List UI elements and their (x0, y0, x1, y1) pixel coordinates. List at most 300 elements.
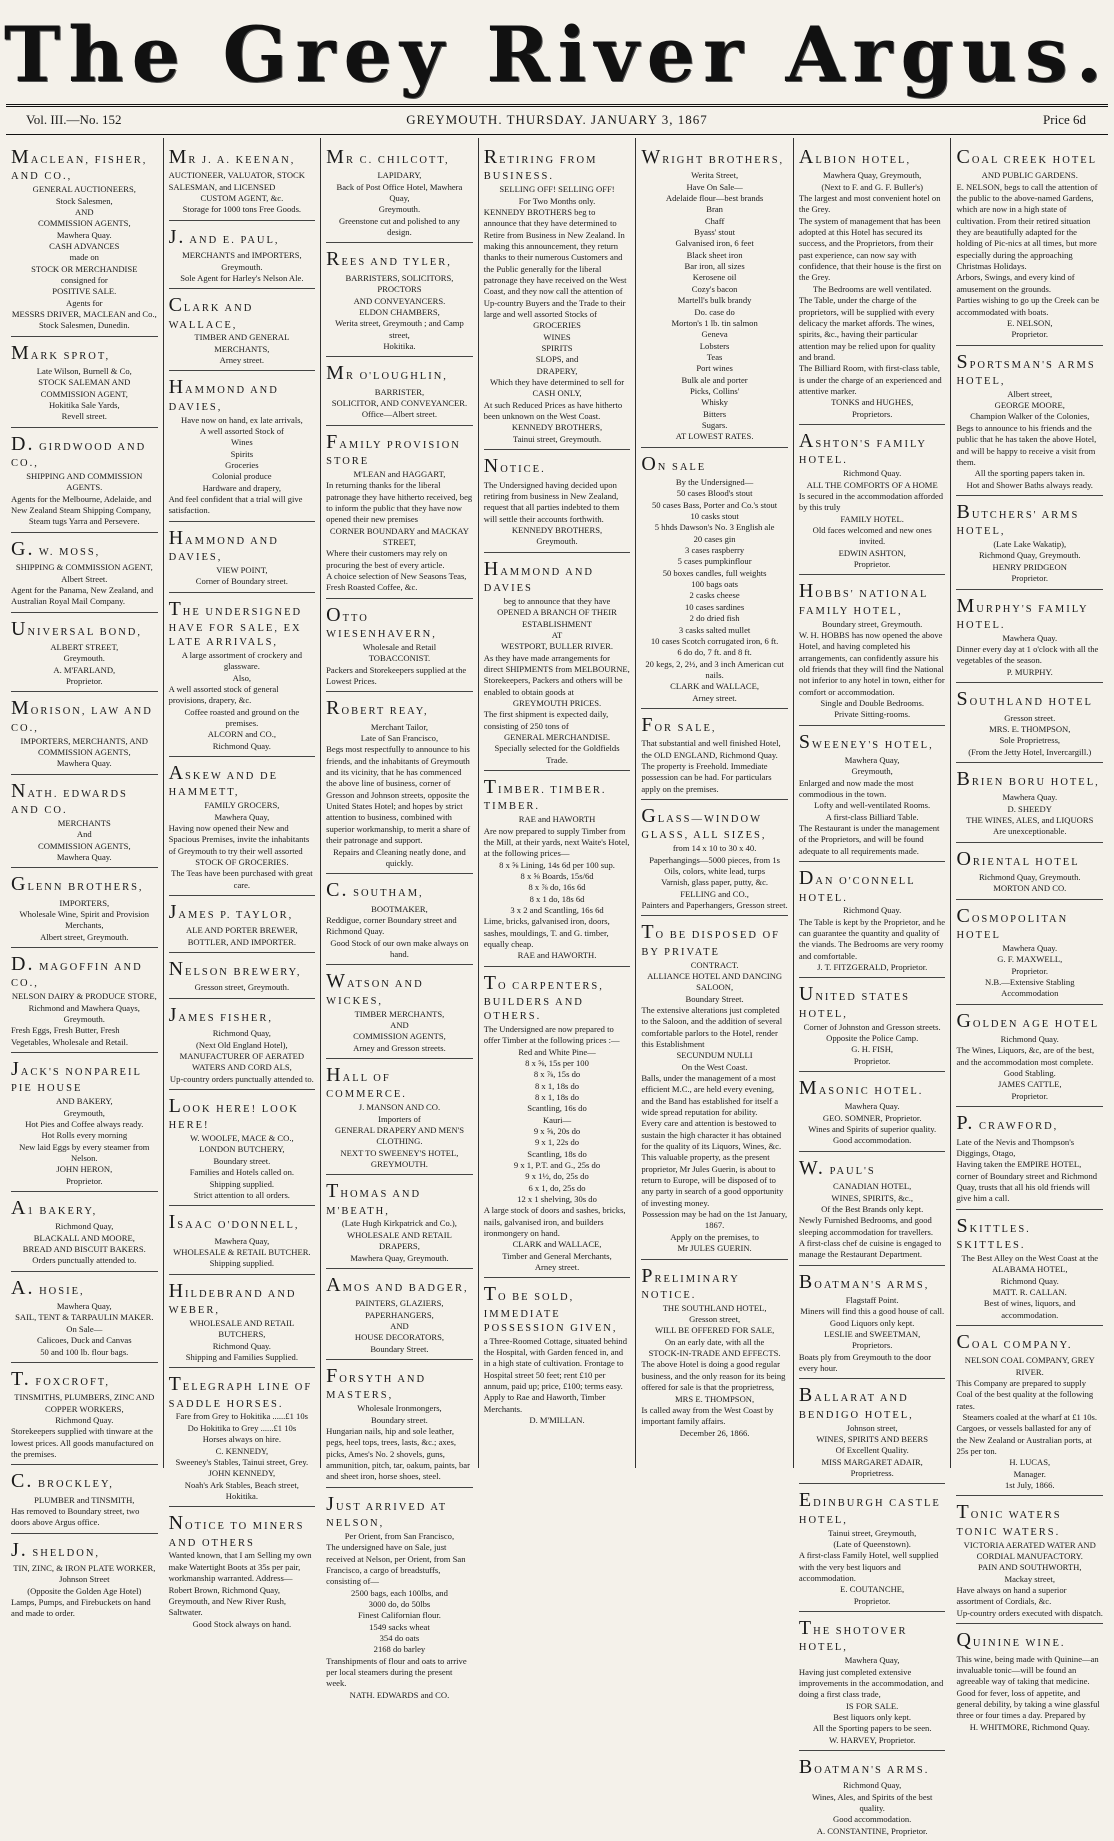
advertisement-line: 10 casks stout (690, 511, 739, 522)
advertisement-heading: BOATMAN'S ARMS, (798, 1270, 930, 1293)
advertisement-line: Arney street. (534, 1262, 580, 1273)
advertisement-line: HENRY PRIDGEON (992, 561, 1067, 572)
advertisement-line: Martell's bulk brandy (677, 295, 752, 306)
advertisement-heading: T. FOXCROFT, (11, 1367, 111, 1390)
advertisement-line: CLARK and WALLACE, (512, 1239, 602, 1250)
advertisement-line: Shipping and Families Supplied. (185, 1351, 298, 1362)
advertisement-line: Gresson street, (689, 1314, 741, 1325)
advertisement (799, 1072, 946, 1152)
advertisement-line: Shipping supplied. (209, 1258, 275, 1269)
advertisement-line: The Bedrooms are well ventilated. (812, 283, 932, 294)
advertisement-line: All the sporting papers taken in. (974, 468, 1085, 479)
advertisement (326, 1360, 473, 1488)
advertisement-line: GENERAL AUCTIONEERS, (32, 184, 136, 195)
advertisement-line: MORTON AND CO. (993, 883, 1067, 894)
advertisement-line: WHOLESALE & RETAIL BUTCHER. (173, 1246, 311, 1257)
advertisement-line: This Company are prepared to supply Coal of the best quality at the following rates. (956, 1378, 1094, 1411)
advertisement-heading: BOATMAN'S ARMS. (798, 1756, 930, 1779)
advertisement-line: On an early date, with all the (664, 1336, 765, 1347)
advertisement-heading: BUTCHERS' ARMS HOTEL, (956, 500, 1080, 538)
advertisement-line: WHOLESALE AND RETAIL DRAPERS, (347, 1229, 452, 1252)
advertisement-line: Newly Furnished Bedrooms, and good sleeping accommodation for travellers. (798, 1215, 934, 1237)
advertisement-line: Good Stock always on hand. (192, 1618, 292, 1629)
advertisement-line: ALLIANCE HOTEL AND DANCING SALOON, (647, 970, 783, 993)
advertisement-line: Steam tugs Yarra and Persevere. (28, 516, 140, 527)
advertisement-line: beg to announce that they have (503, 595, 611, 606)
advertisement-heading: AMOS AND BADGER, (326, 1273, 469, 1296)
advertisement-line: RAE and HAWORTH (518, 814, 596, 825)
advertisement-line: WINES, SPIRITS, &c., (831, 1192, 913, 1203)
advertisement (11, 1272, 158, 1363)
advertisement (169, 953, 316, 999)
advertisement-line: The Teas have been purchased with great care. (171, 868, 313, 890)
advertisement-line: The Restaurant is under the management of the Proprietors, and will be found adequate to all requirements made. (798, 823, 940, 856)
advertisement (326, 426, 473, 599)
advertisement-line: Tainui street, Greymouth, (828, 1527, 917, 1538)
advertisement (169, 371, 316, 521)
advertisement-line: 2500 bags, each 100lbs, and (350, 1587, 448, 1598)
advertisement (11, 1534, 158, 1624)
advertisement-line: Teas (706, 351, 723, 362)
advertisement-line: NATH. EDWARDS and CO. (349, 1689, 450, 1700)
issue-price: Price 6d (1043, 112, 1086, 127)
advertisement-line: Storekeepers supplied with tinware at the lowest prices. All goods manufactured on the premises. (11, 1426, 154, 1459)
advertisement-line: M'LEAN and HAGGART, (353, 468, 446, 479)
advertisement-line: The Undersigned are now prepared to offer Timber at the following prices :— (483, 1023, 620, 1046)
advertisement-line: Corner of Johnston and Gresson streets. (803, 1021, 941, 1032)
advertisement-line: Possession may be had on the 1st January, 1867. (642, 1209, 788, 1231)
advertisement-line: Mawhera Quay, Greymouth. (350, 1252, 449, 1263)
advertisement (11, 337, 158, 428)
advertisement-line: Richmond Quay, (212, 1028, 271, 1039)
advertisement-line: Good Liquors only kept. (829, 1317, 915, 1328)
advertisement-line: 3 cases raspberry (685, 545, 745, 556)
advertisement-line: Black sheet iron (686, 249, 743, 260)
advertisement-line: 8 x 1 do, 18s 6d (529, 893, 585, 904)
column-6 (793, 138, 951, 1836)
advertisement-line: 10 cases Scotch corrugated iron, 6 ft. (650, 635, 779, 646)
advertisement-line: AND (74, 206, 94, 217)
advertisement (956, 1107, 1103, 1209)
advertisement (484, 141, 631, 450)
advertisement-heading: THE SHOTOVER HOTEL, (798, 1617, 908, 1654)
column-3 (320, 138, 478, 1700)
advertisement (326, 357, 473, 425)
advertisement-line: E. NELSON, (1006, 317, 1053, 328)
advertisement-line: Hokitika. (383, 340, 416, 351)
advertisement-heading: SPORTSMAN'S ARMS HOTEL, (956, 350, 1096, 387)
advertisement-line: TIMBER MERCHANTS, (354, 1008, 445, 1019)
advertisement-line: Mawhera Quay. (1002, 943, 1058, 953)
advertisement-line: Have On Sale— (686, 181, 743, 192)
advertisement-line: In returning thanks for the liberal patronage they have hitherto received, beg to inform the public that they have now opened their new premises (326, 480, 473, 525)
advertisement (799, 1751, 946, 1841)
advertisement (11, 948, 158, 1053)
advertisement-line: MESSRS DRIVER, MACLEAN and Co., (11, 309, 157, 320)
advertisement-line: Proprietor. (853, 1595, 891, 1606)
advertisement-line: LAPIDARY, (377, 170, 422, 181)
advertisement-line: Hot Pies and Coffee always ready. (25, 1118, 144, 1129)
advertisement-line: Do. case do (694, 306, 735, 317)
advertisement-line: Boundary street. (371, 1414, 428, 1425)
advertisement-line: STOCK OR MERCHANDISE (31, 263, 138, 274)
advertisement-line: Noah's Ark Stables, Beach street, Hokitika. (184, 1479, 299, 1501)
advertisement-line: Albert street, Greymouth. (40, 931, 129, 942)
advertisement-line: H. LUCAS, (1009, 1457, 1051, 1468)
advertisement-line: Up-country orders executed with dispatch. (956, 1607, 1103, 1618)
issue-date: GREYMOUTH. THURSDAY. JANUARY 3, 1867 (406, 112, 708, 127)
advertisement-line: ALABAMA HOTEL, (992, 1264, 1068, 1275)
advertisement-line: Enlarged and now made the most commodious in the town. (798, 777, 914, 800)
advertisement-line: (Next Old England Hotel), (196, 1039, 288, 1050)
advertisement-line: Spirits (230, 448, 254, 459)
advertisement-heading: MR O'LOUGHLIN, (326, 362, 448, 385)
advertisement-line: Wines and Spirits of superior quality. (808, 1124, 937, 1135)
advertisement-line: A first-class chef de cuisine is engaged to manage the Restaurant Department. (798, 1237, 942, 1260)
advertisement-line: C. KENNEDY, (215, 1445, 269, 1456)
advertisement-line: Steamers coaled at the wharf at £1 10s. (962, 1412, 1098, 1423)
advertisement-line: Begs most respectfully to announce to his friends, and the inhabitants of Greymouth and its vicinity, that he has commenced the above line of business, corner of Gresson and Johnson streets, opposite the United States Hotel; and hopes by strict attention to business, combined with superior workmanship, to merit a share of their patronage and support. (326, 744, 471, 846)
advertisement-line: Is secured in the accommodation afforded by this truly (798, 490, 944, 513)
advertisement-line: Agents for (66, 297, 103, 308)
advertisement-line: Richmond Quay. (1000, 1034, 1059, 1045)
advertisement-line: Private Sitting-rooms. (834, 709, 911, 720)
advertisement-line: Greenstone cut and polished to any design. (338, 215, 460, 238)
advertisement-line: WESTPORT, BULLER RIVER. (501, 641, 614, 652)
advertisement-line: By the Undersigned— (675, 477, 754, 488)
dateline-rule (6, 134, 1108, 135)
advertisement (169, 1275, 316, 1369)
advertisement-line: 3 x 2 and Scantling, 16s 6d (510, 905, 604, 916)
advertisement-heading: ORIENTAL HOTEL (956, 847, 1080, 870)
advertisement-line: Scantling, 16s do (527, 1103, 587, 1114)
advertisement-line: For Two Months only. (518, 195, 596, 206)
advertisement (11, 868, 158, 948)
advertisement-line: JAMES CATTLE, (998, 1079, 1062, 1090)
advertisement-line: Hot Rolls every morning (41, 1130, 128, 1141)
advertisement-line: Sweeney's Stables, Tainui street, Grey. (175, 1456, 309, 1467)
advertisement-line: Good Stock of our own make always on hand. (330, 937, 469, 959)
advertisement (169, 593, 316, 757)
advertisement-line: Mawhera Quay. (56, 758, 112, 769)
masthead-title: The Grey River Argus. (3, 10, 1111, 99)
advertisement (956, 1496, 1103, 1624)
advertisement-line: MISS MARGARET ADAIR, (821, 1456, 923, 1467)
advertisement-line: WHOLESALE AND RETAIL BUTCHERS, (189, 1317, 295, 1340)
advertisement-line: SELLING OFF! SELLING OFF! (499, 184, 615, 195)
advertisement-line: Wines, Ales, and Spirits of the best quality. (811, 1791, 933, 1814)
advertisement-line: ALL THE COMFORTS OF A HOME (806, 479, 938, 490)
advertisement-heading: UNITED STATES HOTEL, (798, 983, 910, 1020)
advertisement-line: The undersigned have on Sale, just received at Nelson, per Orient, from San Francisco, a cargo of breadstuffs, consisting of— (326, 1542, 466, 1587)
advertisement-line: Have always on hand a superior assortment of Cordials, &c. (956, 1585, 1067, 1607)
advertisement-line: 9 x ⅝, 20s do (533, 1125, 581, 1136)
advertisement-heading: W. PAUL'S (798, 1156, 876, 1179)
advertisement-line: BARRISTERS, SOLICITORS, PROCTORS (345, 272, 454, 295)
advertisement-heading: WATSON AND WICKES, (326, 970, 424, 1007)
advertisement-heading: TIMBER. TIMBER. TIMBER. (483, 776, 607, 813)
advertisement-line: Greymouth. (378, 204, 421, 215)
advertisement-line: Old faces welcomed and new ones invited. (812, 524, 932, 547)
advertisement-line: AND (390, 1320, 409, 1331)
advertisement-line: 8 x ⅞, 15s do (533, 1069, 581, 1080)
advertisement-line: Office—Albert street. (361, 409, 438, 420)
advertisement-line: MRS. E. THOMPSON, (989, 723, 1071, 734)
advertisement-line: Best liquors only kept. (833, 1712, 912, 1723)
advertisement-line: Greymouth. (536, 536, 578, 547)
advertisement (641, 916, 788, 1259)
advertisement (956, 496, 1103, 590)
advertisement (326, 141, 473, 243)
advertisement-line: 50 cases Blood's stout (676, 488, 753, 499)
advertisement (641, 448, 788, 709)
advertisement (326, 599, 473, 693)
advertisement-line: BREAD AND BISCUIT BAKERS. (22, 1244, 146, 1255)
advertisement-line: Johnson street, (846, 1422, 898, 1433)
advertisement-line: Greymouth, (63, 1107, 105, 1118)
column-7 (950, 138, 1108, 1732)
advertisement (956, 1005, 1103, 1107)
advertisement-line: (Opposite the Golden Age Hotel) (27, 1585, 142, 1596)
advertisement-line: Kerosene oil (692, 272, 737, 283)
advertisement-line: Whisky (701, 397, 728, 408)
advertisement-line: At such Reduced Prices as have hitherto been unknown on the West Coast. (483, 399, 623, 422)
advertisement (326, 1269, 473, 1360)
advertisement-line: 8 x ⅝ Lining, 14s 6d per 100 sup. (499, 859, 615, 870)
advertisement-heading: ALBION HOTEL, (798, 146, 912, 168)
advertisement-line: A large assortment of crockery and glassware. (181, 649, 303, 672)
advertisement-line: Kauri— (542, 1114, 572, 1125)
advertisement-line: Hokitika Sale Yards, (48, 400, 120, 411)
advertisement (169, 896, 316, 953)
advertisement (799, 141, 946, 425)
advertisement-line: Have now on hand, ex late arrivals, (181, 414, 303, 425)
advertisement-line: Having just completed extensive improvements in the accommodation, and doing a first class trade, (798, 1666, 944, 1700)
advertisement-line: Lamps, Pumps, and Firebuckets on hand and made to order. (11, 1597, 151, 1619)
advertisement-line: On the West Coast. (681, 1061, 748, 1072)
advertisement (169, 221, 316, 289)
advertisement-line: Port wines (696, 363, 733, 374)
advertisement-heading: A1 BAKERY, (11, 1196, 98, 1219)
advertisement-line: JOHN HERON, (56, 1164, 113, 1175)
advertisement (799, 1266, 946, 1380)
advertisement (956, 900, 1103, 1005)
advertisement-line: 9 x 1, P.T. and G., 25s do (513, 1159, 601, 1170)
advertisement (326, 965, 473, 1059)
advertisement-line: Repairs and Cleaning neatly done, and quickly. (333, 846, 466, 868)
advertisement (641, 709, 788, 800)
advertisement-heading: GLENN BROTHERS, (11, 873, 144, 896)
advertisement-line: 50 and 100 lb. flour bags. (40, 1346, 129, 1357)
advertisement (11, 141, 158, 337)
advertisement-line: (Late Lake Wakatip), (993, 539, 1067, 550)
advertisement-line: Bar iron, all sizes (684, 261, 745, 272)
advertisement-line: A well assorted stock of general provisions, drapery, &c. (168, 683, 279, 706)
advertisement-line: This valuable property, as the present proprietor, Mr Jules Guerin, is about to return to Europe, will be disposed of to any party in search of a good opportunity of investing money. (641, 1152, 784, 1208)
advertisement-heading: MACLEAN, FISHER, AND CO., (11, 146, 148, 183)
advertisement-line: A first-class Family Hotel, well supplied with the very best liquors and accommodation. (798, 1550, 939, 1584)
advertisement-line: Wholesale and Retail (362, 641, 437, 652)
advertisement-heading: EDINBURGH CASTLE HOTEL, (798, 1489, 941, 1526)
advertisement-line: 50 cases Bass, Porter and Co.'s stout (652, 499, 778, 510)
advertisement (956, 1624, 1103, 1737)
advertisement (956, 763, 1103, 843)
advertisement-line: Dinner every day at 1 o'clock with all the vegetables of the season. (956, 644, 1099, 666)
advertisement-line: The Billiard Room, with first-class table, is under the charge of an experienced and attentive marker. (798, 363, 942, 396)
advertisement-line: The Best Alley on the West Coast at the (961, 1252, 1099, 1263)
advertisement-line: Richmond Quay. (843, 468, 902, 479)
advertisement-line: Byass' stout (694, 227, 736, 238)
advertisement-line: 1549 sacks wheat (369, 1621, 430, 1632)
advertisement-line: 10 cases sardines (685, 601, 745, 612)
advertisement-line: AT LOWEST RATES. (675, 431, 754, 442)
advertisement-line: Lofty and well-ventilated Rooms. (814, 800, 931, 811)
advertisement-line: Mawhera Quay. (56, 851, 112, 862)
advertisement-line: NELSON DAIRY & PRODUCE STORE, (11, 991, 157, 1002)
advertisement-heading: JUST ARRIVED AT NELSON, (326, 1492, 447, 1530)
advertisement-line: Proprietress. (850, 1468, 894, 1479)
advertisement-line: The Table, under the charge of the proprietors, will be supplied with every delicacy the market affords. The wines, spirits, &c., having their particular attention may be relied upon for quality and brand. (798, 295, 936, 362)
advertisement-heading: JACK'S NONPAREIL PIE HOUSE (11, 1057, 142, 1095)
advertisement-line: COMMISSION AGENTS, (353, 1031, 446, 1042)
advertisement-line: Where their customers may rely on procuring the best of every article. (326, 548, 448, 570)
advertisement-heading: PRELIMINARY NOTICE. (641, 1264, 740, 1301)
advertisement-heading: COAL COMPANY. (956, 1330, 1073, 1353)
advertisement-line: from 14 x 10 to 30 x 40. (672, 843, 757, 854)
advertisement-line: MERCHANTS (57, 817, 111, 828)
advertisement-line: Mawhera Quay, (844, 1655, 900, 1666)
advertisement-line: Oils, colors, white lead, turps (664, 865, 766, 876)
advertisement-line: SLOPS, and (535, 354, 579, 365)
advertisement-line: Hardware and drapery, (202, 482, 282, 493)
advertisement-line: TONKS and HUGHES, (831, 397, 914, 408)
column-2 (163, 138, 321, 1629)
advertisement-heading: TO BE DISPOSED OF BY PRIVATE (641, 921, 781, 958)
advertisement (956, 346, 1103, 496)
advertisement-line: Cozy's bacon (691, 283, 738, 294)
advertisement (11, 533, 158, 613)
advertisement-line: Cargoes, or vessels ballasted for any of the New Zealand or Australian ports, at 25s per ton. (956, 1423, 1092, 1457)
advertisement-line: CUSTOM AGENT, &c. (200, 193, 284, 204)
advertisement-line: 5 hhds Dawson's No. 3 English ale (654, 522, 775, 533)
advertisement-line: The first shipment is expected daily, consisting of 250 tons of (483, 709, 609, 731)
advertisement-line: IMPORTERS, MERCHANTS, AND COMMISSION AGENTS, (20, 735, 149, 757)
advertisement-line: JOHN KENNEDY, (208, 1468, 276, 1479)
advertisement-line: Mackay street, (1004, 1573, 1056, 1584)
advertisement-line: Late of the Nevis and Thompson's Diggings, Otago, (956, 1136, 1075, 1158)
advertisement-line: NELSON COAL COMPANY, GREY RIVER. (964, 1355, 1095, 1377)
advertisement-heading: MURPHY'S FAMILY HOTEL. (956, 594, 1089, 631)
advertisement-line: 9 x 1½, do, 25s do (525, 1171, 589, 1182)
advertisement-line: Stock Salesmen, Dunedin. (38, 320, 130, 331)
advertisement (956, 683, 1103, 763)
advertisement-line: Begs to announce to his friends and the public that he has taken the above Hotel, and will be happy to receive a visit from them. (956, 422, 1097, 467)
advertisement-line: The extensive alterations just completed to the Saloon, and the addition of several comfortable parlors to the Hotel, render this Establishment (641, 1004, 783, 1049)
advertisement-line: AND BAKERY, (55, 1096, 113, 1107)
advertisement-line: Sole Agent for Harley's Nelson Ale. (180, 272, 304, 283)
advertisement-line: Mr JULES GUERIN. (677, 1243, 752, 1254)
advertisement-line: Gresson street, Greymouth. (194, 982, 290, 993)
advertisement-line: Families and Hotels called on. (189, 1167, 295, 1178)
advertisement-line: Richmond Quay, (55, 1221, 114, 1232)
advertisement-line: G. H. FISH, (851, 1044, 894, 1055)
advertisement (11, 1053, 158, 1192)
advertisement-line: Hot and Shower Baths always ready. (966, 479, 1093, 490)
advertisement-line: The Table is kept by the Proprietor, and he can guarantee the quantity and quality of the viands. The Bedrooms are very roomy and comfortable. (798, 916, 946, 961)
advertisement-line: 50 boxes candles, full weights (662, 567, 767, 578)
advertisement-line: Wholesale Wine, Spirit and Provision Merchants, (19, 908, 150, 931)
advertisement-line: D. SHEEDY (1007, 803, 1052, 814)
advertisement-heading: TELEGRAPH LINE OF SADDLE HORSES. (168, 1373, 313, 1410)
advertisement-line: Boundary street. (213, 1155, 271, 1166)
advertisement-line: SHIPPING AND COMMISSION AGENTS. (26, 471, 143, 493)
advertisement-line: G. F. MAXWELL, (997, 954, 1063, 965)
advertisement-line: A well assorted Stock of (199, 426, 284, 437)
advertisement-heading: REES AND TYLER, (326, 248, 452, 271)
advertisement-line: PLUMBER and TINSMITH, (34, 1494, 135, 1505)
advertisement-line: Arbors, Swings, and every kind of amusement on the grounds. (956, 272, 1075, 294)
advertisement-line: A. M'FARLAND, (53, 664, 116, 675)
advertisement-heading: HAMMOND AND DAVIES (483, 557, 594, 594)
advertisement (956, 590, 1103, 684)
advertisement-line: VICTORIA AERATED WATER AND CORDIAL MANUFACTORY. (963, 1539, 1096, 1562)
advertisement-line: Shipping supplied. (209, 1178, 275, 1189)
advertisement-line: WINES (543, 331, 571, 342)
advertisement (169, 1507, 316, 1634)
advertisement-line: And (76, 829, 92, 840)
advertisement (326, 243, 473, 357)
advertisement-line: Richmond Quay. (55, 1414, 114, 1425)
advertisement-line: STOCK SALEMAN AND COMMISSION AGENT, (38, 377, 131, 399)
advertisement (11, 1465, 158, 1533)
advertisement-heading: HAMMOND AND DAVIES, (168, 526, 279, 564)
advertisement-line: Mawhera Quay, (56, 1301, 112, 1312)
advertisement-heading: FOR SALE, (641, 713, 717, 736)
advertisement-line: The Undersigned having decided upon retiring from business in New Zealand, request that all parties indebted to them will settle their accounts forthwith. (483, 479, 620, 524)
advertisement-line: FAMILY GROCERS, (204, 800, 280, 811)
advertisement-line: Mawhera Quay, (844, 755, 900, 766)
advertisement-heading: TO BE SOLD, IMMEDIATE POSSESSION GIVEN, (483, 1283, 618, 1334)
advertisement-heading: ROBERT REAY, (326, 697, 429, 720)
advertisement (11, 1192, 158, 1272)
advertisement-line: Red and White Pine— (518, 1046, 596, 1057)
advertisement-line: Of Excellent Quality. (835, 1445, 909, 1456)
advertisement (11, 775, 158, 869)
advertisement-line: Proprietor. (853, 1055, 891, 1066)
advertisement (11, 692, 158, 774)
advertisement (956, 1326, 1103, 1497)
advertisement-line: A first-class Billiard Table. (825, 811, 919, 822)
advertisement-line: J. MANSON AND CO. (358, 1102, 441, 1113)
advertisement (641, 800, 788, 916)
advertisement-line: PAPERHANGERS, (365, 1309, 434, 1320)
advertisement-line: Mawhera Quay. (1002, 792, 1058, 803)
advertisement (11, 1363, 158, 1465)
advertisement-line: STOCK OF GROCERIES. (195, 856, 289, 867)
advertisement (799, 1379, 946, 1484)
advertisement-line: Werita street, Greymouth ; and Camp street, (335, 318, 464, 340)
advertisement-line: W. WOOLFE, MACE & CO., (190, 1133, 294, 1144)
advertisement-line: Reddigue, corner Boundary street and Richmond Quay. (326, 914, 457, 937)
advertisement-heading: HALL OF COMMERCE. (326, 1063, 407, 1101)
advertisement (326, 1059, 473, 1175)
advertisement-line: FELLING and CO., (680, 888, 749, 899)
advertisement (799, 1152, 946, 1266)
advertisement-line: 2 casks cheese (689, 590, 740, 601)
advertisement (11, 428, 158, 533)
advertisement-line: made on (69, 252, 99, 263)
advertisement-line: All the Sporting papers to be seen. (812, 1723, 932, 1734)
